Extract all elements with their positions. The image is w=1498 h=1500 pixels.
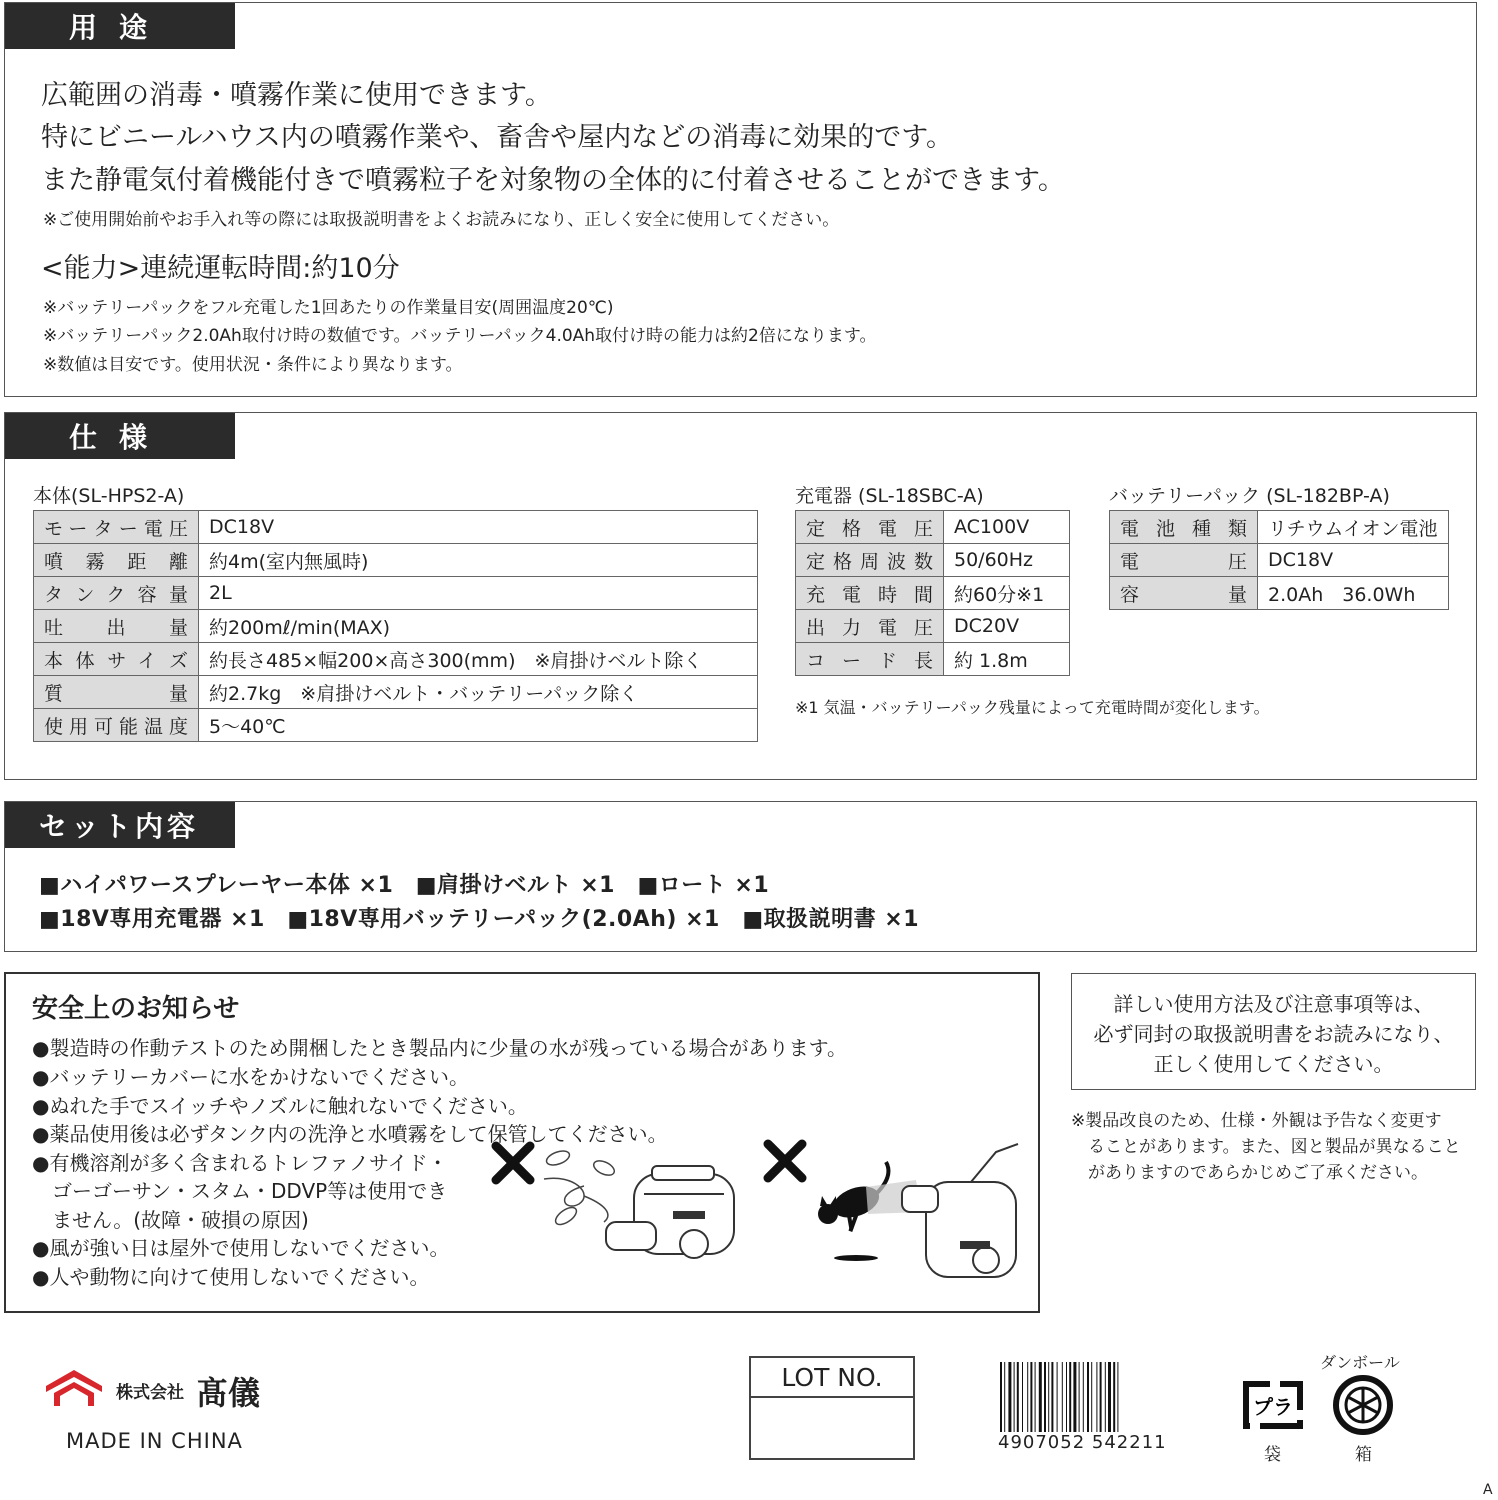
cardboard-top-label: ダンボール bbox=[1320, 1353, 1400, 1372]
spec-key: モーター電圧 bbox=[34, 511, 199, 544]
table-row bbox=[34, 676, 758, 709]
barcode-bar bbox=[1091, 1362, 1092, 1432]
table-row bbox=[1110, 577, 1449, 610]
safety-section bbox=[4, 972, 1040, 1313]
barcode-bar bbox=[1039, 1362, 1042, 1432]
spec-section bbox=[4, 412, 1477, 780]
cardboard-label: 箱 bbox=[1355, 1445, 1372, 1465]
manual-notice-line-3: 正しく使用してください。 bbox=[1153, 1052, 1394, 1076]
made-in-label: MADE IN CHINA bbox=[66, 1429, 243, 1453]
spec-key: タンク容量 bbox=[34, 577, 199, 610]
plastic-label: 袋 bbox=[1264, 1445, 1281, 1465]
barcode-bar bbox=[1030, 1362, 1032, 1432]
safety-line-8: ●風が強い日は屋外で使用しないでください。 bbox=[32, 1236, 450, 1260]
table-row bbox=[1110, 511, 1449, 544]
safety-line-2: ●バッテリーカバーに水をかけないでください。 bbox=[32, 1065, 470, 1089]
usage-line-2: 特にビニールハウス内の噴霧作業や、畜舎や屋内などの消毒に効果的です。 bbox=[41, 122, 954, 153]
barcode-bar bbox=[1079, 1362, 1080, 1432]
barcode-bar bbox=[1000, 1362, 1002, 1432]
prohibited-x-icon bbox=[496, 1146, 530, 1180]
leaf-icon bbox=[544, 1148, 617, 1228]
safety-title: 安全上のお知らせ bbox=[32, 994, 240, 1024]
set-line-2: ■18V専用充電器 ×1 ■18V専用バッテリーパック(2.0Ah) ×1 ■取扱説明書 ×1 bbox=[39, 907, 920, 932]
barcode-bar bbox=[1044, 1362, 1046, 1432]
company-logo-icon bbox=[44, 1368, 104, 1408]
spec-value: 2.0Ah 36.0Wh bbox=[1258, 577, 1449, 610]
barcode-bar bbox=[1100, 1362, 1102, 1432]
change-notice-line-3: がありますのであらかじめご了承ください。 bbox=[1071, 1163, 1428, 1183]
barcode-bar bbox=[1017, 1362, 1019, 1432]
barcode-bar bbox=[1048, 1362, 1049, 1432]
spec-key: 使用可能温度 bbox=[34, 709, 199, 742]
safety-line-7: ません。(故障・破損の原因) bbox=[32, 1208, 309, 1232]
barcode-bar bbox=[1014, 1362, 1015, 1432]
spec-value: 約長さ485×幅200×高さ300(mm) ※肩掛けベルト除く bbox=[199, 643, 758, 676]
barcode-bar bbox=[1004, 1362, 1005, 1432]
barcode-bar bbox=[1057, 1362, 1058, 1432]
sprayer-icon bbox=[902, 1144, 1018, 1277]
table-row bbox=[34, 610, 758, 643]
table-row bbox=[34, 544, 758, 577]
barcode-bar bbox=[1066, 1362, 1067, 1432]
spec-value: 50/60Hz bbox=[944, 544, 1070, 577]
charger-caption: 充電器 (SL-18SBC-A) bbox=[795, 485, 984, 507]
barcode-number: 4907052 542211 bbox=[998, 1432, 1167, 1453]
table-row bbox=[1110, 544, 1449, 577]
table-row bbox=[796, 577, 1070, 610]
table-row bbox=[796, 643, 1070, 676]
safety-line-1: ●製造時の作動テストのため開梱したとき製品内に少量の水が残っている場合があります。 bbox=[32, 1036, 848, 1060]
safety-line-3: ●ぬれた手でスイッチやノズルに触れないでください。 bbox=[32, 1094, 528, 1118]
barcode-bar bbox=[1073, 1362, 1076, 1432]
spec-key: 電池種類 bbox=[1110, 511, 1258, 544]
spec-key: 本体サイズ bbox=[34, 643, 199, 676]
manual-notice-line-1: 詳しい使用方法及び注意事項等は、 bbox=[1113, 992, 1434, 1016]
spec-key: 容量 bbox=[1110, 577, 1258, 610]
body-caption: 本体(SL-HPS2-A) bbox=[33, 485, 185, 507]
body-spec-table bbox=[33, 510, 758, 742]
usage-note: ※ご使用開始前やお手入れ等の際には取扱説明書をよくお読みになり、正しく安全に使用してください。 bbox=[43, 210, 840, 230]
barcode-bar bbox=[1035, 1362, 1036, 1432]
spec-key: 充電時間 bbox=[796, 577, 944, 610]
set-line-1: ■ハイパワースプレーヤー本体 ×1 ■肩掛けベルト ×1 ■ロート ×1 bbox=[39, 873, 770, 898]
manual-notice-box bbox=[1071, 973, 1476, 1090]
spec-value: 約2.7kg ※肩掛けベルト・バッテリーパック除く bbox=[199, 676, 758, 709]
spec-value: DC18V bbox=[199, 511, 758, 544]
battery-caption: バッテリーパック (SL-182BP-A) bbox=[1109, 485, 1390, 507]
barcode-bar bbox=[1113, 1362, 1115, 1432]
spec-key: 定格電圧 bbox=[796, 511, 944, 544]
charger-note: ※1 気温・バッテリーパック残量によって充電時間が変化します。 bbox=[795, 698, 1270, 717]
barcode-bar bbox=[1069, 1362, 1071, 1432]
change-notice-line-1: ※製品改良のため、仕様・外観は予告なく変更す bbox=[1071, 1111, 1442, 1131]
barcode-bar bbox=[1062, 1362, 1063, 1432]
capacity-note-2: ※バッテリーパック2.0Ah取付け時の数値です。バッテリーパック4.0Ah取付け時の能力は約2倍になります。 bbox=[43, 326, 877, 346]
safety-line-4: ●薬品使用後は必ずタンク内の洗浄と水噴霧をして保管してください。 bbox=[32, 1122, 668, 1146]
safety-line-6: ゴーゴーサン・スタム・DDVP等は使用でき bbox=[32, 1179, 448, 1203]
sprayer-icon bbox=[606, 1166, 734, 1258]
spec-value: 2L bbox=[199, 577, 758, 610]
spec-key: 電圧 bbox=[1110, 544, 1258, 577]
usage-line-3: また静電気付着機能付きで噴霧粒子を対象物の全体的に付着させることができます。 bbox=[41, 165, 1065, 196]
charger-spec-table bbox=[795, 510, 1070, 676]
spec-value: 約4m(室内無風時) bbox=[199, 544, 758, 577]
barcode-bar bbox=[1022, 1362, 1023, 1432]
spec-value: リチウムイオン電池 bbox=[1258, 511, 1449, 544]
usage-section bbox=[4, 2, 1477, 397]
safety-line-5: ●有機溶剤が多く含まれるトレファノサイド・ bbox=[32, 1151, 448, 1175]
prohibited-x-icon bbox=[768, 1144, 802, 1178]
barcode-bar bbox=[1083, 1362, 1084, 1432]
wind-warning-illustration bbox=[484, 1134, 754, 1294]
cardboard-recycle-icon bbox=[1330, 1374, 1396, 1436]
company-name: 髙儀 bbox=[196, 1374, 261, 1412]
lot-label: LOT NO. bbox=[781, 1363, 883, 1392]
table-row bbox=[796, 544, 1070, 577]
spec-value: 約 1.8m bbox=[944, 643, 1070, 676]
capacity-note-3: ※数値は目安です。使用状況・条件により異なります。 bbox=[43, 355, 463, 375]
spec-key: 噴霧距離 bbox=[34, 544, 199, 577]
spec-key: 質量 bbox=[34, 676, 199, 709]
corner-mark: A bbox=[1483, 1482, 1493, 1498]
table-row bbox=[796, 610, 1070, 643]
spec-value: DC20V bbox=[944, 610, 1070, 643]
barcode-bar bbox=[1051, 1362, 1053, 1432]
set-section bbox=[4, 801, 1477, 952]
spec-value: DC18V bbox=[1258, 544, 1449, 577]
barcode-bar bbox=[1008, 1362, 1011, 1432]
spec-tag: 仕様 bbox=[5, 413, 235, 459]
barcode-bar bbox=[1027, 1362, 1028, 1432]
lot-number-box bbox=[749, 1356, 915, 1460]
spec-key: 定格周波数 bbox=[796, 544, 944, 577]
spec-key: 吐出量 bbox=[34, 610, 199, 643]
spec-key: 出力電圧 bbox=[796, 610, 944, 643]
spec-value: 5〜40℃ bbox=[199, 709, 758, 742]
safety-line-9: ●人や動物に向けて使用しないでください。 bbox=[32, 1265, 430, 1289]
barcode-bar bbox=[1105, 1362, 1106, 1432]
barcode-bar bbox=[1117, 1362, 1118, 1432]
company-prefix: 株式会社 bbox=[116, 1383, 184, 1403]
spec-value: 約200mℓ/min(MAX) bbox=[199, 610, 758, 643]
change-notice-line-2: ることがあります。また、図と製品が異なること bbox=[1071, 1137, 1461, 1157]
barcode-bar bbox=[1087, 1362, 1089, 1432]
spec-value: AC100V bbox=[944, 511, 1070, 544]
manual-notice-line-2: 必ず同封の取扱説明書をお読みになり、 bbox=[1093, 1022, 1454, 1046]
spec-value: 約60分※1 bbox=[944, 577, 1070, 610]
table-row bbox=[34, 709, 758, 742]
barcode-bar bbox=[1108, 1362, 1111, 1432]
barcode-bar bbox=[1096, 1362, 1097, 1432]
battery-spec-table bbox=[1109, 510, 1449, 610]
table-row bbox=[34, 577, 758, 610]
table-row bbox=[34, 511, 758, 544]
capacity-heading: <能力>連続運転時間:約10分 bbox=[41, 253, 400, 284]
plastic-mark-text: プラ bbox=[1253, 1395, 1293, 1419]
animal-warning-illustration bbox=[756, 1132, 1026, 1307]
table-row bbox=[34, 643, 758, 676]
set-tag: セット内容 bbox=[5, 802, 235, 848]
usage-line-1: 広範囲の消毒・噴霧作業に使用できます。 bbox=[41, 80, 552, 111]
capacity-note-1: ※バッテリーパックをフル充電した1回あたりの作業量目安(周囲温度20℃) bbox=[43, 298, 614, 318]
table-row bbox=[796, 511, 1070, 544]
plastic-recycle-icon bbox=[1240, 1374, 1306, 1436]
barcode bbox=[1000, 1362, 1172, 1434]
usage-tag: 用途 bbox=[5, 3, 235, 49]
spec-key: コード長 bbox=[796, 643, 944, 676]
